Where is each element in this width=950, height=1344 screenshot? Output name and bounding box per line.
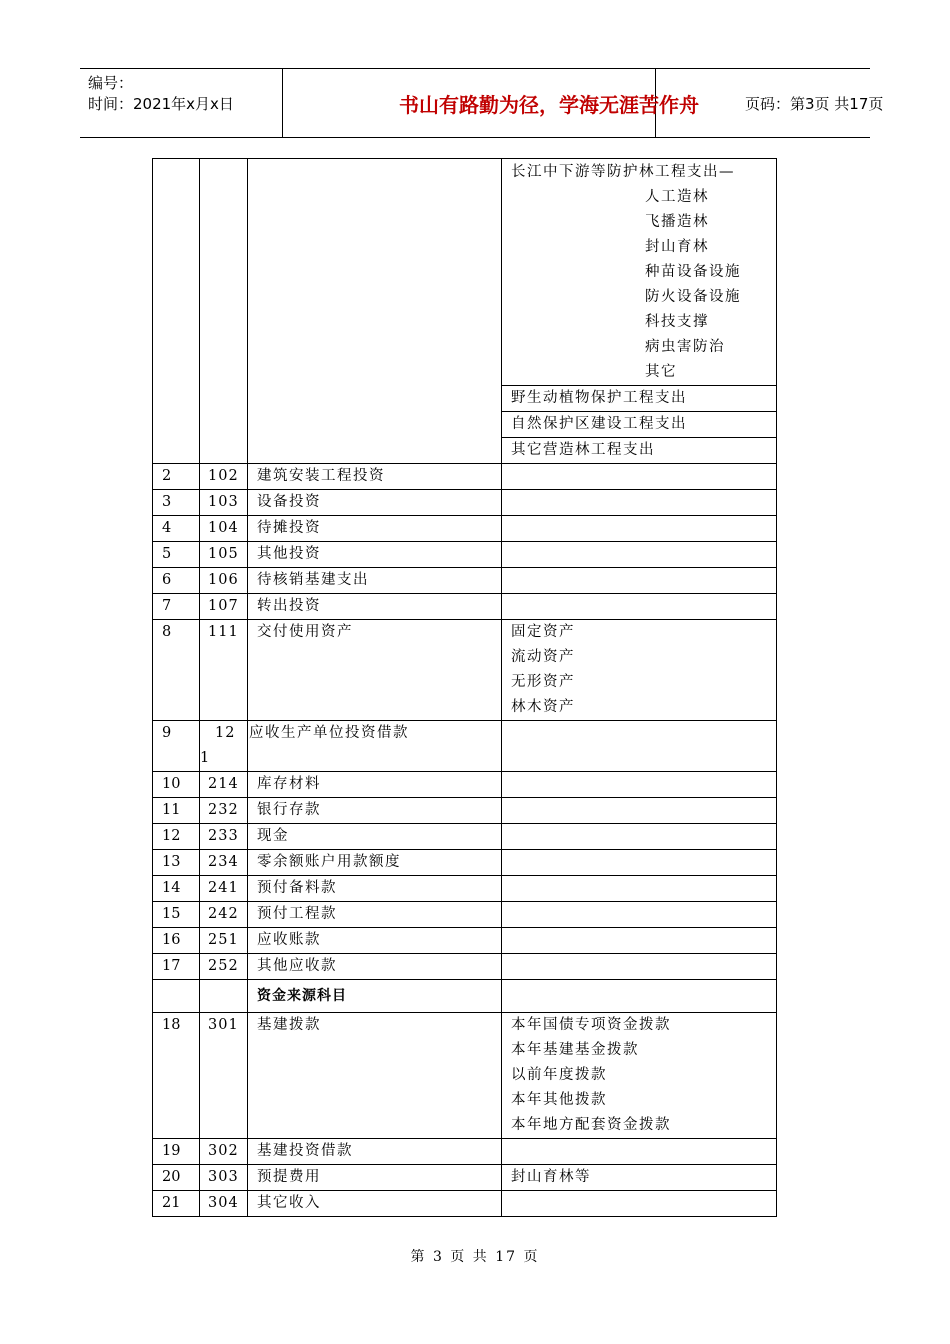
detail-item: 固定资产 bbox=[511, 624, 575, 640]
account-name: 基建投资借款 bbox=[248, 1139, 502, 1165]
account-code-part: 1 bbox=[200, 750, 211, 766]
section-row bbox=[153, 980, 777, 1013]
motto: 书山有路勤为径，学海无涯苦作舟 bbox=[399, 92, 699, 117]
account-code bbox=[200, 980, 248, 1013]
account-code: 301 bbox=[200, 1013, 248, 1139]
sub-item: 其它 bbox=[645, 364, 677, 380]
row-number: 7 bbox=[153, 594, 200, 620]
account-code-part: 12 bbox=[215, 725, 236, 741]
row-number: 18 bbox=[153, 1013, 200, 1139]
account-name: 其他应收款 bbox=[248, 954, 502, 980]
account-name: 待摊投资 bbox=[248, 516, 502, 542]
table-row bbox=[153, 464, 777, 490]
row-number: 16 bbox=[153, 928, 200, 954]
section-title-cell bbox=[248, 980, 502, 1013]
detail-cell bbox=[502, 928, 777, 954]
sub-item: 种苗设备设施 bbox=[645, 264, 741, 280]
account-code: 103 bbox=[200, 490, 248, 516]
account-name: 预提费用 bbox=[248, 1165, 502, 1191]
account-code bbox=[200, 721, 248, 772]
table-row bbox=[153, 490, 777, 516]
account-code: 303 bbox=[200, 1165, 248, 1191]
detail-cell bbox=[502, 1165, 777, 1191]
row-number: 5 bbox=[153, 542, 200, 568]
sub-item: 封山育林 bbox=[645, 239, 709, 255]
account-name: 交付使用资产 bbox=[248, 620, 502, 721]
row-number: 12 bbox=[153, 824, 200, 850]
detail-cell bbox=[502, 568, 777, 594]
detail-item: 本年国债专项资金拨款 bbox=[511, 1017, 671, 1033]
number-label: 编号： bbox=[88, 74, 134, 92]
account-name: 现金 bbox=[248, 824, 502, 850]
detail-cell bbox=[502, 464, 777, 490]
detail-item: 无形资产 bbox=[511, 674, 575, 690]
sub-item: 飞播造林 bbox=[645, 214, 709, 230]
account-name: 库存材料 bbox=[248, 772, 502, 798]
detail-cell bbox=[502, 902, 777, 928]
table-row bbox=[153, 159, 777, 386]
row-number: 13 bbox=[153, 850, 200, 876]
account-code: 107 bbox=[200, 594, 248, 620]
account-name: 设备投资 bbox=[248, 490, 502, 516]
detail-cell bbox=[502, 620, 777, 721]
table-row bbox=[153, 516, 777, 542]
row-number: 3 bbox=[153, 490, 200, 516]
row-number: 15 bbox=[153, 902, 200, 928]
table-row bbox=[153, 798, 777, 824]
account-code: 232 bbox=[200, 798, 248, 824]
account-code: 302 bbox=[200, 1139, 248, 1165]
row-number: 11 bbox=[153, 798, 200, 824]
row-number: 8 bbox=[153, 620, 200, 721]
account-name: 应收生产单位投资借款 bbox=[248, 721, 502, 772]
row-number: 17 bbox=[153, 954, 200, 980]
detail-cell bbox=[502, 721, 777, 772]
page-footer: 第 3 页 共 17 页 bbox=[410, 1249, 540, 1265]
detail-cell bbox=[502, 1139, 777, 1165]
detail-cell: 自然保护区建设工程支出 bbox=[502, 412, 777, 438]
row-number: 20 bbox=[153, 1165, 200, 1191]
table-row bbox=[153, 1165, 777, 1191]
sub-item: 防火设备设施 bbox=[645, 289, 741, 305]
account-name: 基建拨款 bbox=[248, 1013, 502, 1139]
account-name: 建筑安装工程投资 bbox=[248, 464, 502, 490]
project-expense-cell bbox=[502, 159, 777, 386]
table-row bbox=[153, 850, 777, 876]
account-name: 应收账款 bbox=[248, 928, 502, 954]
table-row bbox=[153, 954, 777, 980]
table-row bbox=[153, 928, 777, 954]
detail-item: 本年地方配套资金拨款 bbox=[511, 1117, 671, 1133]
table-row bbox=[153, 594, 777, 620]
account-name: 其他投资 bbox=[248, 542, 502, 568]
account-name: 转出投资 bbox=[248, 594, 502, 620]
table-row bbox=[153, 1139, 777, 1165]
account-code: 214 bbox=[200, 772, 248, 798]
account-code: 242 bbox=[200, 902, 248, 928]
detail-cell bbox=[502, 850, 777, 876]
table-row bbox=[153, 876, 777, 902]
time-label: 时间：2021年x月x日 bbox=[88, 95, 234, 113]
account-code: 111 bbox=[200, 620, 248, 721]
row-number: 9 bbox=[153, 721, 200, 772]
detail-cell bbox=[502, 824, 777, 850]
account-code: 102 bbox=[200, 464, 248, 490]
detail-cell bbox=[502, 542, 777, 568]
detail-item: 流动资产 bbox=[511, 649, 575, 665]
account-code: 233 bbox=[200, 824, 248, 850]
row-number: 4 bbox=[153, 516, 200, 542]
table-row bbox=[153, 542, 777, 568]
detail-cell bbox=[502, 980, 777, 1013]
detail-cell bbox=[502, 954, 777, 980]
account-code: 241 bbox=[200, 876, 248, 902]
sub-item: 人工造林 bbox=[645, 189, 709, 205]
account-name: 其它收入 bbox=[248, 1191, 502, 1217]
account-name: 预付工程款 bbox=[248, 902, 502, 928]
detail-cell bbox=[502, 490, 777, 516]
detail-cell bbox=[502, 1191, 777, 1217]
row-number: 21 bbox=[153, 1191, 200, 1217]
account-code: 234 bbox=[200, 850, 248, 876]
table-row bbox=[153, 620, 777, 721]
table-row bbox=[153, 1191, 777, 1217]
account-code: 104 bbox=[200, 516, 248, 542]
project-expense-title: 长江中下游等防护林工程支出— bbox=[511, 164, 735, 180]
row-number: 6 bbox=[153, 568, 200, 594]
table-row bbox=[153, 902, 777, 928]
page-header bbox=[80, 68, 884, 138]
detail-item: 本年其他拨款 bbox=[511, 1092, 607, 1108]
detail-cell: 其它营造林工程支出 bbox=[502, 438, 777, 464]
detail-item: 本年基建基金拨款 bbox=[511, 1042, 639, 1058]
detail-cell bbox=[502, 1013, 777, 1139]
detail-cell bbox=[502, 798, 777, 824]
row-number bbox=[153, 980, 200, 1013]
table-row bbox=[153, 568, 777, 594]
section-title: 资金来源科目 bbox=[257, 988, 347, 1004]
page-info: 页码：第3页 共17页 bbox=[745, 94, 884, 113]
table-row bbox=[153, 824, 777, 850]
account-code: 105 bbox=[200, 542, 248, 568]
account-name: 零余额账户用款额度 bbox=[248, 850, 502, 876]
account-code: 304 bbox=[200, 1191, 248, 1217]
detail-cell bbox=[502, 516, 777, 542]
detail-item: 林木资产 bbox=[511, 699, 575, 715]
row-number: 14 bbox=[153, 876, 200, 902]
account-code: 252 bbox=[200, 954, 248, 980]
detail-cell bbox=[502, 772, 777, 798]
sub-item: 科技支撑 bbox=[645, 314, 709, 330]
detail-cell bbox=[502, 876, 777, 902]
table-row bbox=[153, 721, 777, 772]
table-row bbox=[153, 772, 777, 798]
row-number: 2 bbox=[153, 464, 200, 490]
detail-cell bbox=[502, 594, 777, 620]
account-name: 预付备料款 bbox=[248, 876, 502, 902]
row-number: 10 bbox=[153, 772, 200, 798]
detail-item: 以前年度拨款 bbox=[511, 1067, 607, 1083]
sub-item: 病虫害防治 bbox=[645, 339, 725, 355]
account-name: 待核销基建支出 bbox=[248, 568, 502, 594]
account-code: 251 bbox=[200, 928, 248, 954]
detail-cell: 野生动植物保护工程支出 bbox=[502, 386, 777, 412]
table-row bbox=[153, 1013, 777, 1139]
row-number: 19 bbox=[153, 1139, 200, 1165]
accounts-table bbox=[152, 158, 777, 1217]
account-code: 106 bbox=[200, 568, 248, 594]
account-name: 银行存款 bbox=[248, 798, 502, 824]
detail-item: 封山育林等 bbox=[511, 1169, 591, 1185]
header-meta bbox=[88, 73, 283, 115]
